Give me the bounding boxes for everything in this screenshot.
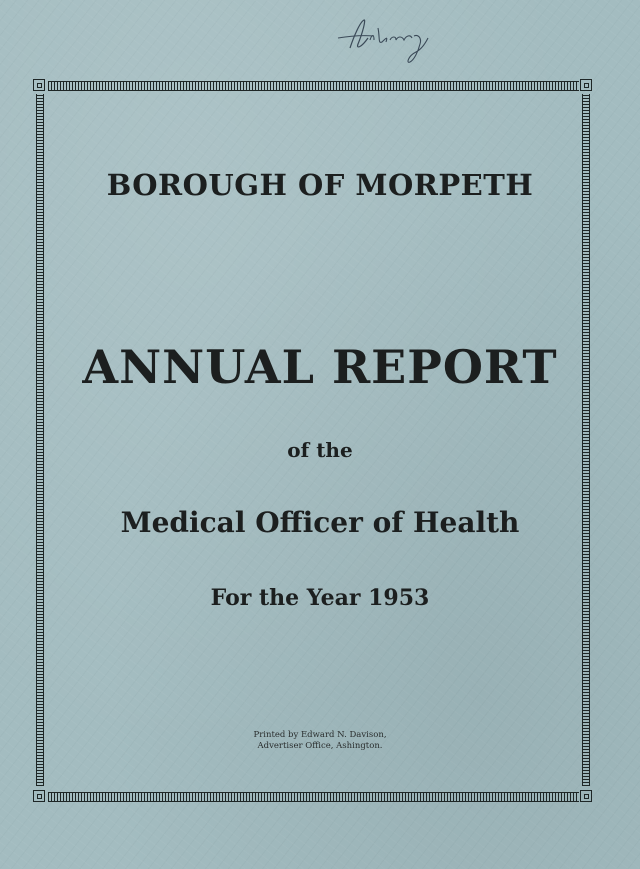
corner-ornament-top-left xyxy=(33,79,45,91)
year-line: For the Year 1953 xyxy=(210,585,430,611)
corner-ornament-bottom-left xyxy=(33,790,45,802)
printer-line-1: Printed by Edward N. Davison, xyxy=(253,730,387,740)
printer-line-2: Advertiser Office, Ashington. xyxy=(257,741,383,751)
report-subtitle: Medical Officer of Health xyxy=(120,506,520,539)
borough-heading: BOROUGH OF MORPETH xyxy=(106,168,534,202)
border-top xyxy=(48,81,579,91)
signature-image xyxy=(330,8,440,68)
corner-ornament-bottom-right xyxy=(580,790,592,802)
corner-ornament-top-right xyxy=(580,79,592,91)
of-the-text: of the xyxy=(287,438,353,462)
handwritten-signature xyxy=(330,8,440,68)
border-bottom xyxy=(48,792,579,802)
report-title: ANNUAL REPORT xyxy=(82,340,558,394)
